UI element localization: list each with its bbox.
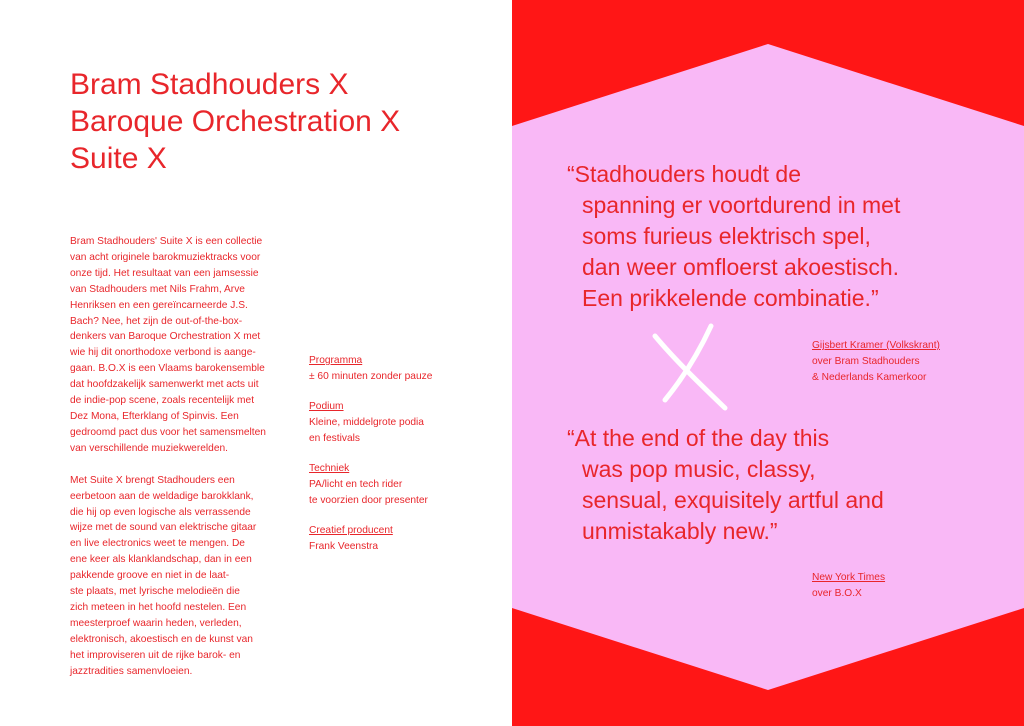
- text-line: elektronisch, akoestisch en de kunst van: [70, 633, 253, 645]
- text-line: gedroomd pact dus voor het samensmelten: [70, 426, 266, 438]
- info-value: Frank Veenstra: [309, 541, 379, 552]
- text-line: het improviseren uit de rijke barok- en: [70, 649, 241, 661]
- quote-line: unmistakably new.”: [582, 518, 778, 544]
- text-line: van Stadhouders met Nils Frahm, Arve: [70, 283, 245, 295]
- text-line: pakkende groove en niet in de laat-: [70, 570, 230, 582]
- text-line: Bram Stadhouders' Suite X is een collectie: [70, 236, 263, 247]
- x-mark-icon: [645, 322, 735, 412]
- text-line: eerbetoon aan de weldadige barokklank,: [70, 490, 254, 502]
- quote-line: soms furieus elektrisch spel,: [582, 223, 871, 249]
- info-value: Kleine, middelgrote podia: [309, 417, 424, 428]
- quote-volkskrant: [567, 159, 900, 314]
- quote-line: dan weer omfloerst akoestisch.: [582, 254, 900, 280]
- text-line: meesterproef waarin heden, verleden,: [70, 617, 242, 629]
- info-techniek: [309, 461, 489, 509]
- attribution-line: & Nederlands Kamerkoor: [812, 372, 927, 383]
- production-info: [309, 353, 489, 569]
- page-title: [70, 66, 500, 177]
- info-podium: [309, 399, 489, 447]
- text-line: zich meteen in het hoofd nestelen. Een: [70, 601, 247, 613]
- text-line: van acht originele barokmuziektracks voor: [70, 251, 261, 263]
- text-line: denkers van Baroque Orchestration X met: [70, 331, 261, 343]
- info-heading: Podium: [309, 401, 344, 412]
- info-value: te voorzien door presenter: [309, 495, 428, 506]
- quote-line: “Stadhouders houdt de: [567, 161, 802, 187]
- body-paragraph-2: [70, 473, 285, 680]
- attribution-new-york-times: [812, 570, 885, 602]
- attribution-volkskrant: [812, 338, 940, 386]
- info-value: PA/licht en tech rider: [309, 479, 403, 490]
- text-line: van verschillende muziekwerelden.: [70, 442, 228, 454]
- hexagon-background: [512, 0, 1024, 726]
- quote-line: sensual, exquisitely artful and: [582, 487, 884, 513]
- text-line: de indie-pop scene, zoals recentelijk met: [70, 395, 255, 407]
- title-line: Suite X: [70, 142, 167, 175]
- info-creatief-producent: [309, 523, 489, 555]
- text-line: die hij op even logische als verrassende: [70, 506, 251, 518]
- text-line: onze tijd. Het resultaat van een jamsessie: [70, 267, 259, 279]
- title-line: Baroque Orchestration X: [70, 105, 401, 138]
- quote-new-york-times: [567, 423, 884, 547]
- body-text: [70, 234, 285, 695]
- info-heading: Techniek: [309, 463, 350, 474]
- attribution-line: over B.O.X: [812, 588, 862, 599]
- right-page: [512, 0, 1024, 726]
- quote-line: was pop music, classy,: [582, 456, 816, 482]
- info-heading: Creatief producent: [309, 525, 393, 536]
- text-line: Met Suite X brengt Stadhouders een: [70, 474, 235, 486]
- text-line: wie hij dit onorthodoxe verbond is aange-: [70, 347, 256, 359]
- body-paragraph-1: [70, 234, 285, 457]
- info-programma: [309, 353, 489, 385]
- text-line: ene keer als klanklandschap, dan in een: [70, 554, 252, 566]
- text-line: ste plaats, met lyrische melodieën die: [70, 586, 240, 598]
- text-line: wijze met de sound van elektrische gitaar: [70, 522, 257, 534]
- text-line: en live electronics weet te mengen. De: [70, 538, 245, 550]
- title-line: Bram Stadhouders X: [70, 68, 349, 101]
- info-value: en festivals: [309, 433, 360, 444]
- text-line: Bach? Nee, het zijn de out-of-the-box-: [70, 315, 243, 327]
- info-heading: Programma: [309, 355, 363, 366]
- quote-line: “At the end of the day this: [567, 425, 830, 451]
- attribution-name: New York Times: [812, 572, 886, 583]
- text-line: Dez Mona, Efterklang of Spinvis. Een: [70, 410, 239, 422]
- attribution-name: Gijsbert Kramer (Volkskrant): [812, 340, 940, 351]
- attribution-line: over Bram Stadhouders: [812, 356, 920, 367]
- quote-line: spanning er voortdurend in met: [582, 192, 901, 218]
- text-line: gaan. B.O.X is een Vlaams barokensemble: [70, 363, 265, 375]
- info-value: ± 60 minuten zonder pauze: [309, 371, 433, 382]
- text-line: Henriksen en een gereïncarneerde J.S.: [70, 299, 248, 311]
- text-line: jazztradities samenvloeien.: [70, 665, 193, 677]
- text-line: dat hoofdzakelijk samenwerkt met acts uit: [70, 379, 259, 391]
- quote-line: Een prikkelende combinatie.”: [582, 285, 879, 311]
